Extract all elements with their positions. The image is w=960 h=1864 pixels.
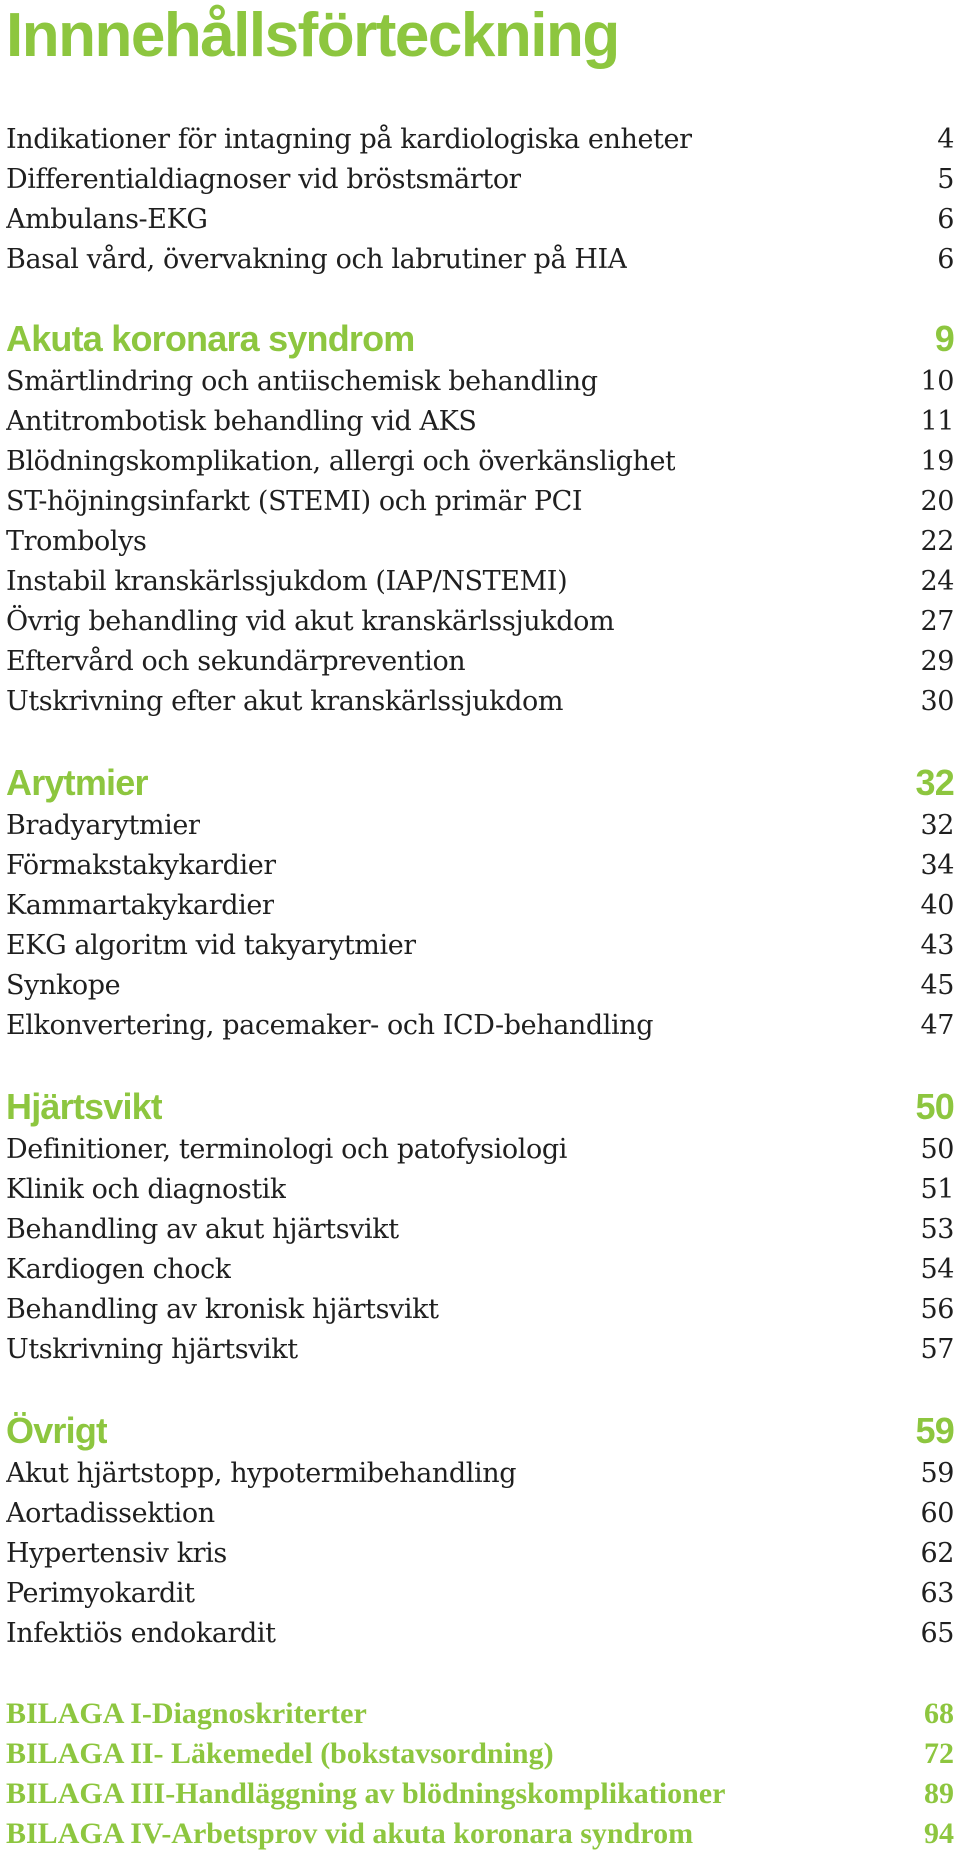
toc-entry-label: Smärtlindring och antiischemisk behandling: [6, 366, 598, 397]
toc-entry[interactable]: [6, 482, 954, 522]
toc-entry-page: 10: [920, 366, 954, 397]
toc-entry[interactable]: [6, 240, 954, 280]
toc-entry[interactable]: [6, 522, 954, 562]
appendix-label: BILAGA II- Läkemedel (bokstavsordning): [6, 1737, 554, 1770]
toc-entry-label: Akut hjärtstopp, hypotermibehandling: [6, 1458, 517, 1489]
appendix-page: 72: [924, 1737, 954, 1770]
toc-entry-page: 59: [920, 1458, 954, 1489]
toc-entry[interactable]: [6, 966, 954, 1006]
toc-appendix[interactable]: [6, 1774, 954, 1814]
section-heading-page: 32: [915, 762, 954, 803]
toc-entry[interactable]: [6, 886, 954, 926]
toc-entry[interactable]: [6, 1494, 954, 1534]
toc-entry-label: Behandling av akut hjärtsvikt: [6, 1214, 399, 1245]
toc-entry[interactable]: [6, 1574, 954, 1614]
section-heading-label: Hjärtsvikt: [6, 1086, 163, 1127]
toc-entry-page: 29: [920, 646, 954, 677]
toc-entry-page: 11: [920, 406, 954, 437]
toc-entry-label: Kammartakykardier: [6, 890, 275, 921]
toc-entry-label: Infektiös endokardit: [6, 1618, 276, 1649]
toc-entry-page: 47: [920, 1010, 954, 1041]
toc-entry[interactable]: [6, 1454, 954, 1494]
toc-entry-page: 30: [920, 686, 954, 717]
toc-section-heading[interactable]: [6, 1408, 954, 1454]
toc-entry-label: Bradyarytmier: [6, 810, 201, 841]
toc-entry-page: 63: [920, 1578, 954, 1609]
toc-section-heading[interactable]: [6, 1084, 954, 1130]
toc-appendix[interactable]: [6, 1694, 954, 1734]
toc-entry-label: Indikationer för intagning på kardiologiska enheter: [6, 124, 692, 155]
toc-entry-label: Ambulans-EKG: [6, 204, 208, 235]
toc-entry-label: Antitrombotisk behandling vid AKS: [6, 406, 477, 437]
toc-entry-page: 24: [920, 566, 954, 597]
appendix-page: 89: [924, 1777, 954, 1810]
toc-entry[interactable]: [6, 926, 954, 966]
toc-entry-page: 34: [920, 850, 954, 881]
toc-entry-label: EKG algoritm vid takyarytmier: [6, 930, 416, 961]
toc-entry-label: Hypertensiv kris: [6, 1538, 227, 1569]
toc-entry-label: Trombolys: [6, 526, 147, 557]
toc-entry[interactable]: [6, 682, 954, 722]
toc-entry-label: Definitioner, terminologi och patofysiologi: [6, 1134, 567, 1165]
toc-entry-page: 6: [937, 244, 954, 275]
toc-section-heading[interactable]: [6, 316, 954, 362]
toc-entry-page: 43: [920, 930, 954, 961]
appendix-page: 68: [924, 1697, 954, 1730]
toc-entry[interactable]: [6, 642, 954, 682]
appendix-page: 94: [924, 1817, 954, 1850]
section-heading-label: Övrigt: [6, 1410, 108, 1451]
toc-entry-label: Övrig behandling vid akut kranskärlssjukdom: [6, 606, 615, 637]
toc-entry[interactable]: [6, 806, 954, 846]
toc-entry-page: 4: [937, 124, 954, 155]
toc-entry-page: 40: [920, 890, 954, 921]
toc-entry[interactable]: [6, 200, 954, 240]
section-heading-label: Akuta koronara syndrom: [6, 318, 415, 359]
toc-entry[interactable]: [6, 120, 954, 160]
toc-entry[interactable]: [6, 1250, 954, 1290]
toc-entry[interactable]: [6, 1170, 954, 1210]
toc-entry-label: Utskrivning hjärtsvikt: [6, 1334, 298, 1365]
toc-entry-label: Aortadissektion: [6, 1498, 215, 1529]
toc-entry-label: Kardiogen chock: [6, 1254, 231, 1285]
toc-entry-label: Synkope: [6, 970, 121, 1001]
toc-entry-label: Instabil kranskärlssjukdom (IAP/NSTEMI): [6, 566, 568, 597]
toc-entry[interactable]: [6, 1006, 954, 1046]
section-heading-page: 50: [915, 1086, 954, 1127]
toc-entry-page: 65: [920, 1618, 954, 1649]
toc-entry-label: Eftervård och sekundärprevention: [6, 646, 466, 677]
toc-entry-label: Basal vård, övervakning och labrutiner på HIA: [6, 244, 627, 275]
toc-entry-page: 62: [920, 1538, 954, 1569]
toc-entry-label: ST-höjningsinfarkt (STEMI) och primär PCI: [6, 486, 583, 517]
toc-entry[interactable]: [6, 160, 954, 200]
section-heading-page: 9: [934, 318, 954, 359]
toc-entry[interactable]: [6, 846, 954, 886]
toc-entry-label: Klinik och diagnostik: [6, 1174, 287, 1205]
toc-entry[interactable]: [6, 402, 954, 442]
toc-entry[interactable]: [6, 1290, 954, 1330]
appendix-label: BILAGA IV-Arbetsprov vid akuta koronara syndrom: [6, 1817, 694, 1850]
toc-entry-label: Perimyokardit: [6, 1578, 195, 1609]
toc-entry-page: 5: [937, 164, 954, 195]
toc-entry-page: 53: [920, 1214, 954, 1245]
toc-entry-page: 60: [920, 1498, 954, 1529]
toc-entry-page: 22: [920, 526, 954, 557]
toc-entry-label: Förmakstakykardier: [6, 850, 276, 881]
toc-entry-label: Utskrivning efter akut kranskärlssjukdom: [6, 686, 564, 717]
toc-entry-label: Differentialdiagnoser vid bröstsmärtor: [6, 164, 522, 195]
toc-entry-label: Elkonvertering, pacemaker- och ICD-behandling: [6, 1010, 654, 1041]
toc-entry-page: 54: [920, 1254, 954, 1285]
toc-appendix[interactable]: [6, 1814, 954, 1854]
toc-entry-page: 32: [920, 810, 954, 841]
toc-entry-page: 6: [937, 204, 954, 235]
toc-entry[interactable]: [6, 602, 954, 642]
toc-entry[interactable]: [6, 562, 954, 602]
toc-entry[interactable]: [6, 1534, 954, 1574]
toc-entry-page: 27: [920, 606, 954, 637]
toc-entry-label: Behandling av kronisk hjärtsvikt: [6, 1294, 439, 1325]
toc-entry[interactable]: [6, 1330, 954, 1370]
toc-entry-page: 20: [920, 486, 954, 517]
appendix-label: BILAGA III-Handläggning av blödningskomplikationer: [6, 1777, 726, 1810]
toc-entry[interactable]: [6, 442, 954, 482]
toc-entry-page: 57: [920, 1334, 954, 1365]
toc-entry[interactable]: [6, 1130, 954, 1170]
toc-entry-page: 56: [920, 1294, 954, 1325]
toc-entry-page: 45: [920, 970, 954, 1001]
toc-entry-page: 51: [920, 1174, 954, 1205]
toc-entry-page: 50: [920, 1134, 954, 1165]
toc-entry[interactable]: [6, 1614, 954, 1654]
appendix-label: BILAGA I-Diagnoskriterter: [6, 1697, 367, 1730]
toc-entry-label: Blödningskomplikation, allergi och överkänslighet: [6, 446, 676, 477]
toc-appendix[interactable]: [6, 1734, 954, 1774]
toc-entry[interactable]: [6, 1210, 954, 1250]
toc-entry[interactable]: [6, 362, 954, 402]
section-heading-label: Arytmier: [6, 762, 148, 803]
toc-section-heading[interactable]: [6, 760, 954, 806]
page-title: Innnehållsförteckning: [6, 1, 619, 70]
section-heading-page: 59: [915, 1410, 954, 1451]
toc-entry-page: 19: [920, 446, 954, 477]
